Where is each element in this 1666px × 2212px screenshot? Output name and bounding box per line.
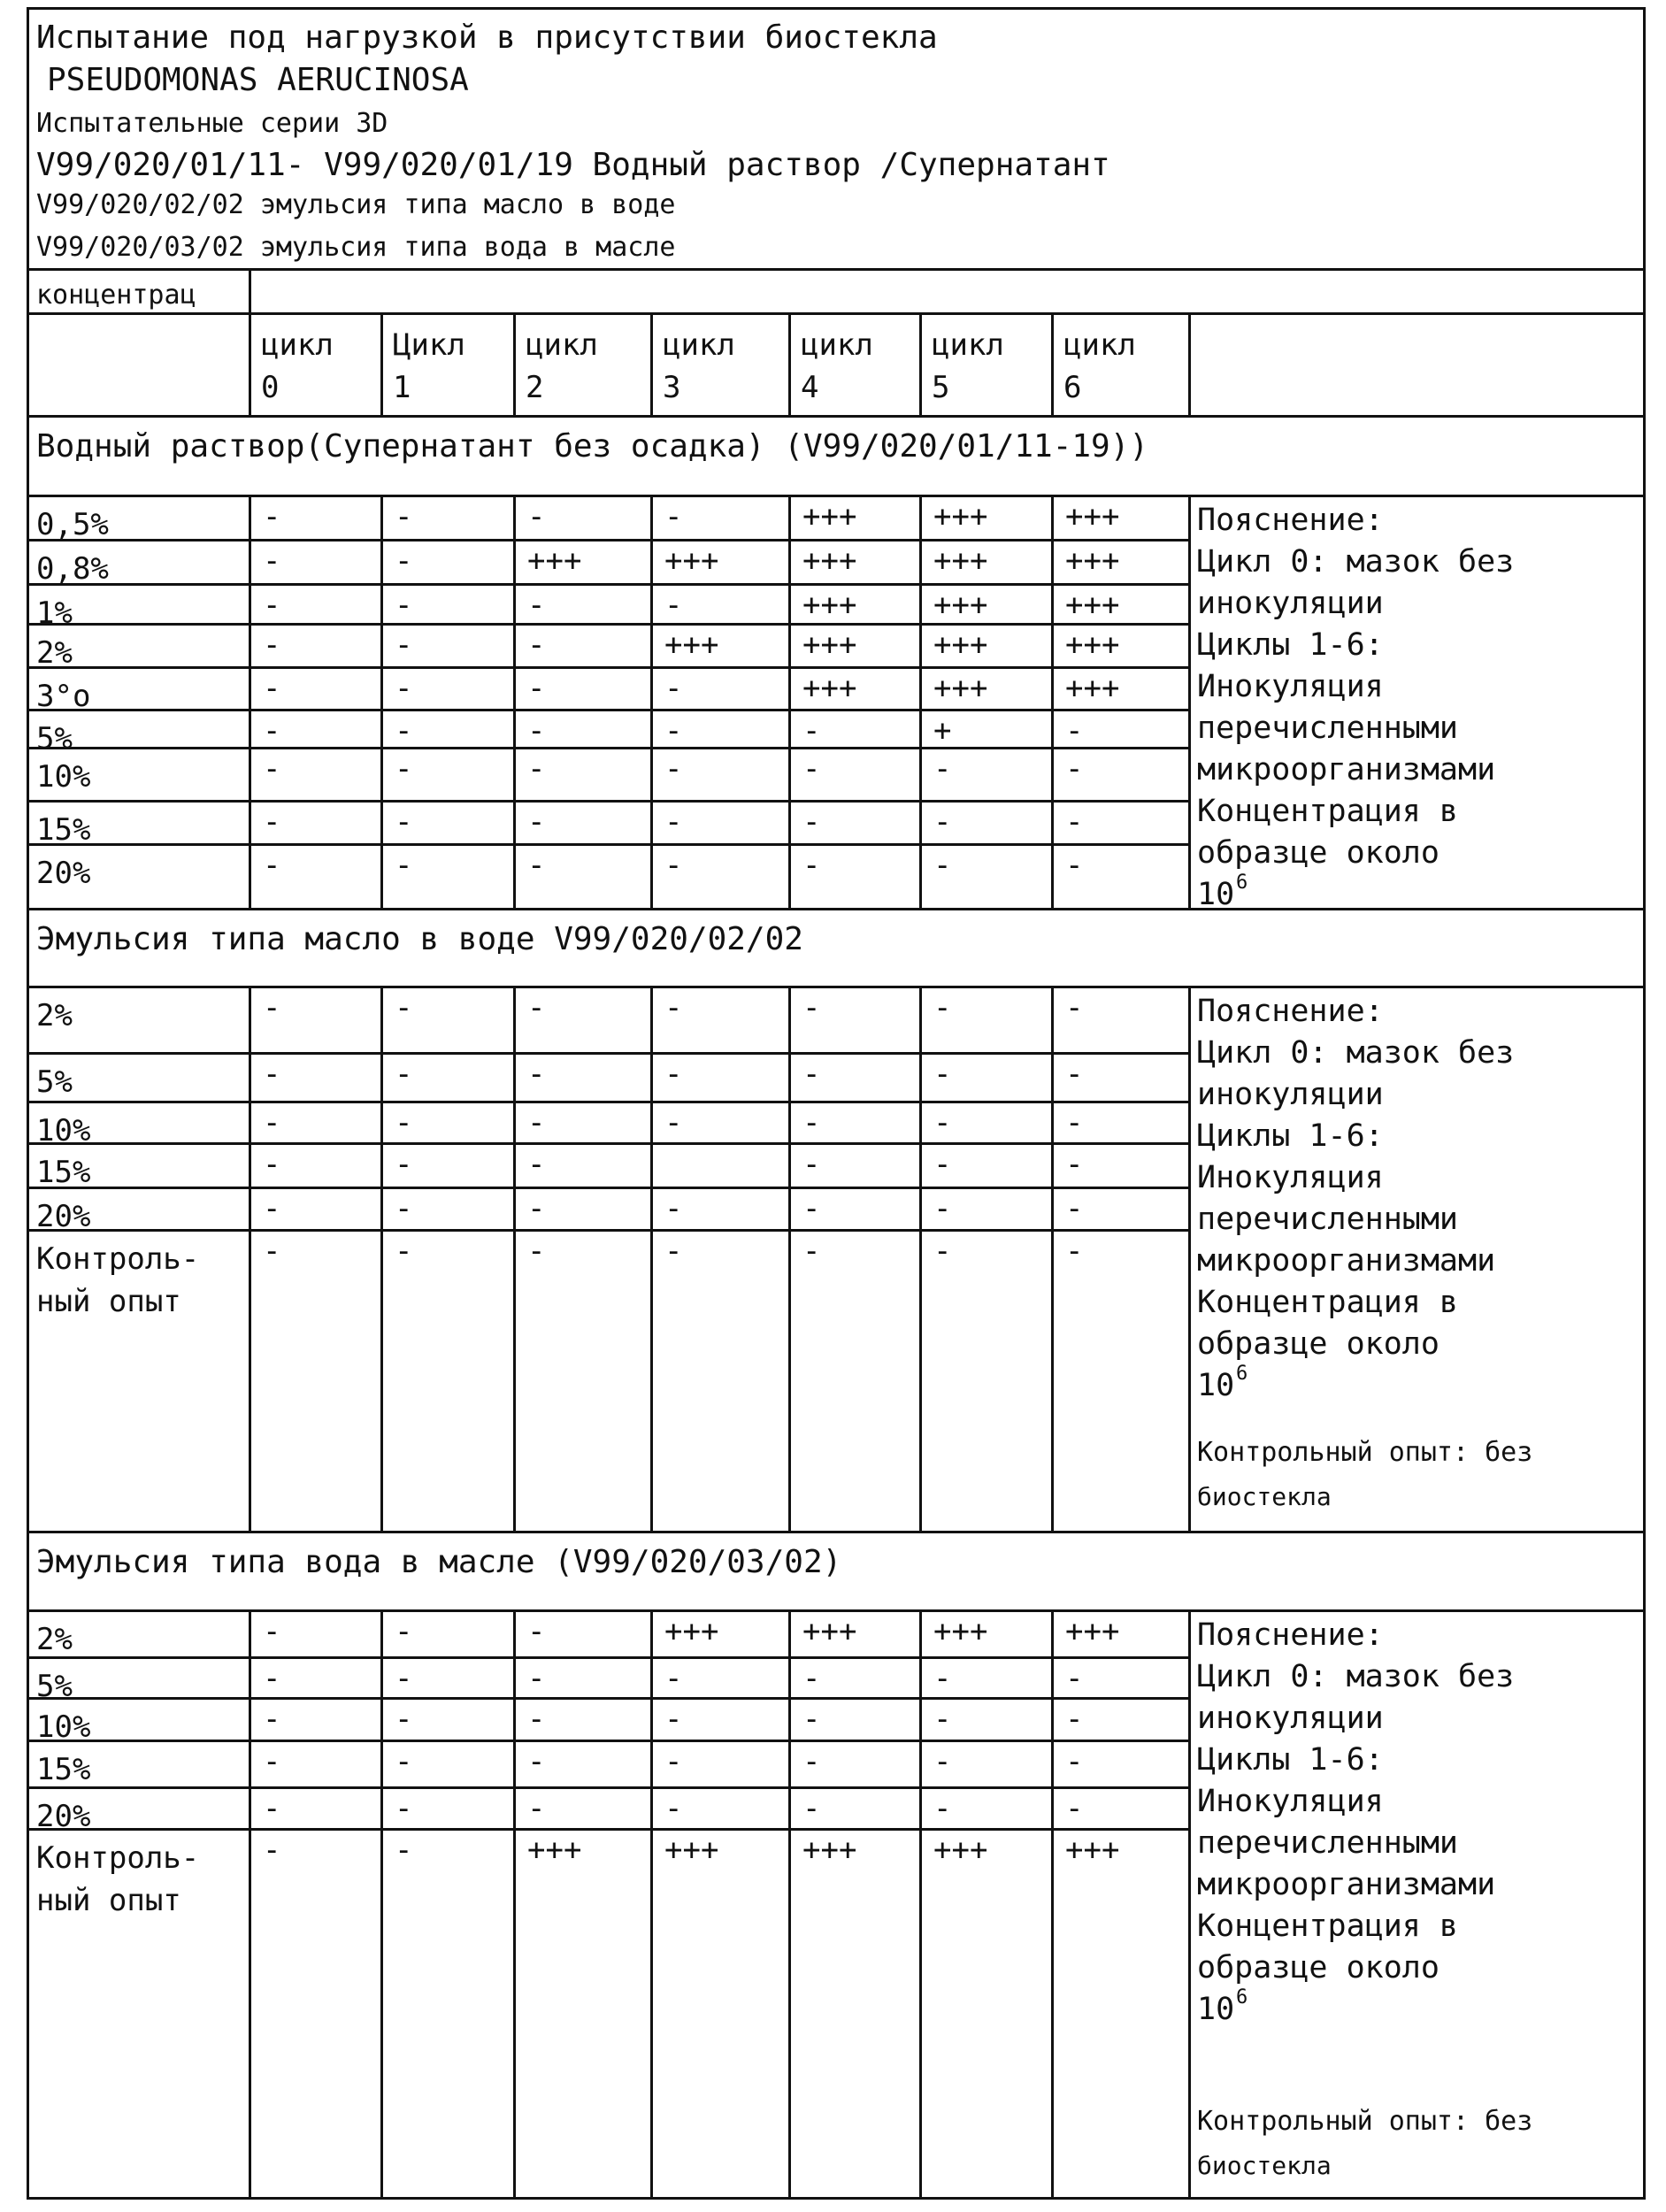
cell-value: - [263, 588, 281, 623]
cell-value: - [933, 848, 952, 883]
cell-value: - [395, 671, 413, 706]
cycle-header-divider [919, 312, 922, 415]
test-series: Испытательные серии 3D [36, 108, 388, 139]
cell-value: - [802, 1661, 821, 1696]
row-label: 20% [36, 856, 91, 891]
cell-value: - [395, 588, 413, 623]
cell-value: - [263, 1191, 281, 1226]
table-row-divider [29, 583, 1188, 586]
cell-value: +++ [1065, 1614, 1120, 1649]
table-row-divider [29, 709, 1188, 711]
row-label: 0,8% [36, 551, 109, 587]
note-line: Цикл 0: мазок без [1197, 1035, 1515, 1071]
cycle-header-divider [1188, 312, 1191, 415]
cell-value: +++ [802, 588, 857, 623]
note-line: Концентрация в [1197, 794, 1459, 829]
series-line-3: V99/020/03/02 эмульсия типа вода в масле [36, 232, 676, 263]
cell-value: - [1065, 1105, 1084, 1141]
note-concentration-base: 10 [1197, 1992, 1235, 2027]
note-line: перечисленными [1197, 710, 1459, 746]
note-line: Цикл 0: мазок без [1197, 1659, 1515, 1694]
cycle-header-word: цикл [526, 327, 598, 363]
cell-value: - [664, 588, 683, 623]
table-column-divider [249, 986, 251, 1531]
cell-value: +++ [664, 627, 719, 663]
cell-value: - [933, 1105, 952, 1141]
cycle-header-number: 2 [526, 370, 544, 405]
cell-value: - [802, 1147, 821, 1182]
table-row-divider [29, 1828, 1188, 1831]
note-line: Пояснение: [1197, 503, 1384, 538]
cycle-header-number: 3 [663, 370, 681, 405]
table-column-divider [788, 986, 791, 1531]
cell-value: - [263, 543, 281, 579]
cell-value: - [802, 1056, 821, 1092]
cell-value: - [933, 1191, 952, 1226]
note-control-line: биостекла [1197, 2151, 1332, 2180]
cell-value: - [664, 499, 683, 534]
header-divider [29, 268, 1643, 271]
table-row-divider [29, 1697, 1188, 1700]
cell-value: - [263, 804, 281, 840]
cell-value: - [664, 1233, 683, 1269]
note-concentration-exponent: 6 [1236, 1363, 1248, 1385]
note-line: инокуляции [1197, 1701, 1384, 1736]
cell-value: +++ [933, 543, 988, 579]
table-row-divider [29, 1187, 1188, 1189]
table-row-divider [29, 1142, 1188, 1145]
cell-value: +++ [527, 543, 582, 579]
table-column-divider [1188, 495, 1191, 908]
cell-value: - [395, 1832, 413, 1868]
cell-value: - [527, 1791, 546, 1826]
cell-value: +++ [802, 671, 857, 706]
note-line: образце около [1197, 835, 1440, 871]
row-label: 2% [36, 635, 73, 671]
note-control-line: биостекла [1197, 1482, 1332, 1511]
table-row-divider [29, 1101, 1188, 1103]
cell-value: - [527, 627, 546, 663]
cell-value: - [395, 713, 413, 749]
row-label: 1% [36, 595, 73, 631]
cell-value: - [395, 499, 413, 534]
series-line-1: V99/020/01/11- V99/020/01/19 Водный раствор /Супернатант [36, 147, 1110, 183]
row-label: Контроль- ный опыт [36, 1241, 200, 1319]
row-label: 10% [36, 1113, 91, 1148]
cell-value: - [802, 848, 821, 883]
note-line: Цикл 0: мазок без [1197, 544, 1515, 580]
cell-value: - [1065, 1701, 1084, 1737]
cell-value: - [802, 990, 821, 1025]
table-row-divider [29, 1229, 1188, 1232]
cell-value: - [527, 990, 546, 1025]
cell-value: - [395, 990, 413, 1025]
cell-value: - [664, 1701, 683, 1737]
cell-value: - [263, 1744, 281, 1779]
cell-value: - [664, 1744, 683, 1779]
note-line: Инокуляция [1197, 1784, 1384, 1819]
cycle-header-word: цикл [801, 327, 873, 363]
cycle-header-divider [788, 312, 791, 415]
cell-value: +++ [802, 1832, 857, 1868]
cycle-header-number: 1 [393, 370, 411, 405]
cell-value: - [395, 1105, 413, 1141]
cell-value: - [263, 1233, 281, 1269]
cell-value: - [263, 1614, 281, 1649]
cell-value: + [933, 713, 952, 749]
note-line: перечисленными [1197, 1202, 1459, 1237]
cell-value: +++ [933, 1832, 988, 1868]
cell-value: - [802, 1105, 821, 1141]
cell-value: - [263, 1832, 281, 1868]
note-concentration-base: 10 [1197, 1368, 1235, 1403]
cell-value: - [527, 713, 546, 749]
document-sheet [27, 7, 1646, 2200]
cell-value: - [664, 1791, 683, 1826]
table-column-divider [1188, 1609, 1191, 2200]
cell-value: - [263, 671, 281, 706]
cell-value: +++ [1065, 499, 1120, 534]
section-table-top [29, 1609, 1643, 1612]
cell-value: - [802, 713, 821, 749]
cell-value: - [1065, 751, 1084, 787]
cell-value: - [527, 1233, 546, 1269]
cell-value: +++ [802, 543, 857, 579]
cell-value: - [664, 713, 683, 749]
cell-value: - [933, 1233, 952, 1269]
cell-value: +++ [664, 1614, 719, 1649]
cell-value: +++ [933, 671, 988, 706]
note-concentration-base: 10 [1197, 877, 1235, 912]
cell-value: - [1065, 804, 1084, 840]
concentration-label: концентрац [36, 280, 196, 311]
cell-value: - [527, 751, 546, 787]
note-line: перечисленными [1197, 1825, 1459, 1861]
cell-value: - [664, 1661, 683, 1696]
cell-value: - [395, 751, 413, 787]
cell-value: - [395, 1661, 413, 1696]
cell-value: +++ [1065, 543, 1120, 579]
cell-value: - [1065, 990, 1084, 1025]
note-line: образце около [1197, 1326, 1440, 1362]
note-line: инокуляции [1197, 1077, 1384, 1112]
cell-value: - [263, 751, 281, 787]
cell-value: - [395, 848, 413, 883]
cell-value: - [395, 1701, 413, 1737]
cell-value: +++ [527, 1832, 582, 1868]
row-label: 5% [36, 721, 73, 757]
cell-value: - [933, 1744, 952, 1779]
cell-value: - [802, 1191, 821, 1226]
cell-value: - [395, 1147, 413, 1182]
cell-value: - [802, 1791, 821, 1826]
cell-value: - [933, 804, 952, 840]
table-row-divider [29, 666, 1188, 669]
cell-value: - [664, 1105, 683, 1141]
cycle-header-number: 5 [932, 370, 950, 405]
cell-value: - [395, 1233, 413, 1269]
note-line: микроорганизмами [1197, 1243, 1496, 1279]
cell-value: - [664, 804, 683, 840]
cell-value: - [527, 588, 546, 623]
cell-value: - [395, 1614, 413, 1649]
cell-value: - [263, 627, 281, 663]
table-row-divider [29, 623, 1188, 626]
cycle-header-word: цикл [932, 327, 1004, 363]
note-line: микроорганизмами [1197, 752, 1496, 787]
note-control-line: Контрольный опыт: без [1197, 2106, 1533, 2137]
note-line: образце около [1197, 1950, 1440, 1985]
cell-value: +++ [802, 627, 857, 663]
cell-value: - [664, 990, 683, 1025]
note-concentration-exponent: 6 [1236, 1986, 1248, 2008]
cell-value: - [263, 1661, 281, 1696]
cell-value: - [933, 990, 952, 1025]
note-line: Пояснение: [1197, 994, 1384, 1029]
note-line: Инокуляция [1197, 669, 1384, 704]
cell-value: - [933, 751, 952, 787]
table-row-divider [29, 1656, 1188, 1659]
note-line: микроорганизмами [1197, 1867, 1496, 1902]
row-label: Контроль- ный опыт [36, 1840, 200, 1918]
cell-value: - [527, 1744, 546, 1779]
cell-value: - [1065, 1233, 1084, 1269]
note-concentration-exponent: 6 [1236, 872, 1248, 894]
cycle-header-number: 6 [1063, 370, 1082, 405]
cell-value: - [802, 804, 821, 840]
cell-value: - [395, 627, 413, 663]
row-label: 2% [36, 998, 73, 1033]
row-label: 15% [36, 1752, 91, 1787]
note-line: Циклы 1-6: [1197, 1742, 1384, 1778]
cell-value: - [802, 1701, 821, 1737]
cell-value: +++ [802, 1614, 857, 1649]
row-label: 5% [36, 1669, 73, 1704]
cell-value: - [802, 1233, 821, 1269]
cell-value: - [1065, 1056, 1084, 1092]
cell-value: - [933, 1056, 952, 1092]
cell-value: +++ [933, 627, 988, 663]
section-table-top [29, 495, 1643, 497]
table-column-divider [650, 986, 653, 1531]
cell-value: - [527, 804, 546, 840]
table-row-divider [29, 1740, 1188, 1742]
table-row-divider [29, 1052, 1188, 1055]
cycle-header-word: цикл [663, 327, 735, 363]
cell-value: - [527, 1147, 546, 1182]
table-row-divider [29, 1786, 1188, 1789]
cell-value: - [527, 1105, 546, 1141]
cell-value: +++ [933, 588, 988, 623]
document-title: Испытание под нагрузкой в присутствии биостекла [36, 19, 938, 56]
cycle-header-divider [650, 312, 653, 415]
header-col-divider [249, 268, 251, 417]
cycle-header-word: цикл [261, 327, 334, 363]
cell-value: - [933, 1701, 952, 1737]
cell-value: +++ [933, 499, 988, 534]
table-column-divider [1051, 986, 1054, 1531]
row-label: 15% [36, 812, 91, 848]
cell-value: - [263, 1791, 281, 1826]
cell-value: +++ [1065, 1832, 1120, 1868]
cell-value: - [802, 751, 821, 787]
row-label: 5% [36, 1064, 73, 1100]
cell-value: - [933, 1147, 952, 1182]
cell-value: +++ [664, 543, 719, 579]
cell-value: +++ [664, 1832, 719, 1868]
cell-value: - [933, 1661, 952, 1696]
note-line: Циклы 1-6: [1197, 1118, 1384, 1154]
cell-value: - [395, 1791, 413, 1826]
cell-value: - [395, 1744, 413, 1779]
cell-value: +++ [1065, 627, 1120, 663]
cell-value: - [1065, 713, 1084, 749]
note-control-line: Контрольный опыт: без [1197, 1437, 1533, 1468]
cell-value: - [263, 499, 281, 534]
row-label: 2% [36, 1622, 73, 1657]
section-title: Эмульсия типа вода в масле (V99/020/03/02) [36, 1544, 842, 1580]
table-column-divider [919, 986, 922, 1531]
table-column-divider [380, 986, 383, 1531]
cell-value: - [933, 1791, 952, 1826]
cell-value: - [664, 671, 683, 706]
section-title: Эмульсия типа масло в воде V99/020/02/02 [36, 921, 803, 957]
cell-value: - [664, 848, 683, 883]
cell-value: - [527, 499, 546, 534]
cell-value: +++ [933, 1614, 988, 1649]
cell-value: - [527, 1191, 546, 1226]
note-line: Концентрация в [1197, 1285, 1459, 1320]
cell-value: - [1065, 1191, 1084, 1226]
cycle-header-number: 0 [261, 370, 280, 405]
cell-value: - [1065, 1147, 1084, 1182]
row-label: 20% [36, 1199, 91, 1234]
cell-value: - [263, 713, 281, 749]
cycle-header-number: 4 [801, 370, 819, 405]
cell-value: +++ [1065, 588, 1120, 623]
cell-value: - [527, 848, 546, 883]
cell-value: - [527, 1056, 546, 1092]
row-label: 10% [36, 1709, 91, 1745]
section-title-divider [29, 908, 1643, 910]
cell-value: - [395, 1191, 413, 1226]
note-line: Инокуляция [1197, 1160, 1384, 1195]
table-row-divider [29, 539, 1188, 541]
section-table-top [29, 986, 1643, 988]
table-column-divider [1188, 986, 1191, 1531]
cell-value: - [1065, 1744, 1084, 1779]
section-title: Водный раствор(Супернатант без осадка) (V99/020/01/11-19)) [36, 428, 1149, 465]
cell-value: - [1065, 1791, 1084, 1826]
row-label: 15% [36, 1155, 91, 1190]
cell-value: - [527, 671, 546, 706]
cell-value: - [664, 751, 683, 787]
organism-name: PSEUDOMONAS AERUCINOSA [47, 62, 469, 98]
cell-value: - [802, 1744, 821, 1779]
cycle-header-word: Цикл [393, 327, 465, 363]
section-title-divider [29, 415, 1643, 418]
row-label: 10% [36, 759, 91, 795]
cycle-header-divider [513, 312, 516, 415]
row-label: 0,5% [36, 507, 109, 542]
section-title-divider [29, 1531, 1643, 1533]
cycle-header-top [29, 312, 1643, 315]
cell-value: - [1065, 848, 1084, 883]
note-line: Циклы 1-6: [1197, 627, 1384, 663]
cell-value: - [263, 1105, 281, 1141]
table-row-divider [29, 747, 1188, 749]
cell-value: - [263, 990, 281, 1025]
cell-value: +++ [1065, 671, 1120, 706]
cell-value: - [664, 1191, 683, 1226]
series-line-2: V99/020/02/02 эмульсия типа масло в воде [36, 189, 676, 220]
cell-value: - [664, 1056, 683, 1092]
cycle-header-divider [380, 312, 383, 415]
cell-value: - [527, 1661, 546, 1696]
table-column-divider [513, 986, 516, 1531]
cell-value: - [527, 1614, 546, 1649]
row-label: 3°o [36, 679, 91, 714]
table-row-divider [29, 843, 1188, 846]
row-label: 20% [36, 1799, 91, 1834]
cell-value: - [263, 1701, 281, 1737]
cell-value: - [263, 1147, 281, 1182]
note-line: Пояснение: [1197, 1617, 1384, 1653]
cell-value: - [395, 804, 413, 840]
cycle-header-word: цикл [1063, 327, 1136, 363]
cell-value: - [395, 1056, 413, 1092]
note-line: Концентрация в [1197, 1909, 1459, 1944]
table-row-divider [29, 800, 1188, 803]
cycle-header-divider [1051, 312, 1054, 415]
note-line: инокуляции [1197, 586, 1384, 621]
cell-value: - [1065, 1661, 1084, 1696]
cell-value: - [263, 848, 281, 883]
cell-value: - [527, 1701, 546, 1737]
cell-value: - [395, 543, 413, 579]
cell-value: +++ [802, 499, 857, 534]
cell-value: - [263, 1056, 281, 1092]
